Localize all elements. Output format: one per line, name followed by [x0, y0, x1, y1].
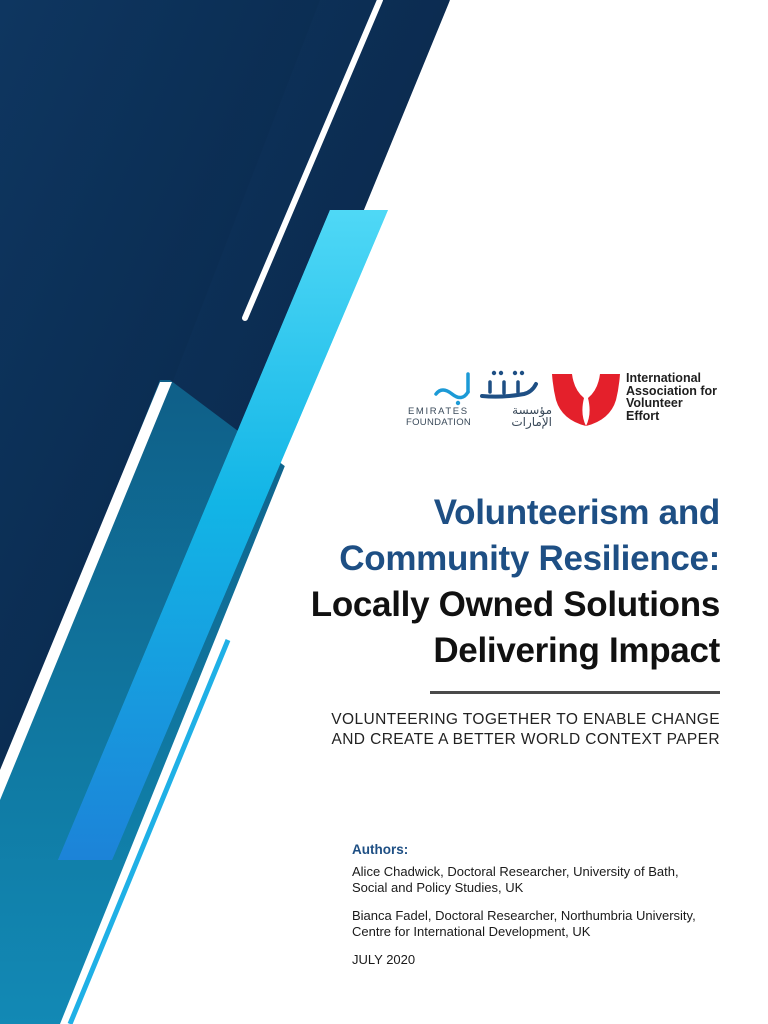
- report-title: [240, 490, 720, 674]
- authors-heading: Authors:: [352, 842, 409, 857]
- authors-section: [352, 842, 732, 968]
- emirates-foundation-name-en: EMIRATES FOUNDATION: [406, 406, 472, 428]
- author-entry: Bianca Fadel, Doctoral Researcher, Northumbria University, Centre for International Development, UK: [352, 908, 696, 939]
- title-divider: [430, 691, 720, 694]
- title-line-4: Delivering Impact: [433, 631, 720, 670]
- title-line-3: Locally Owned Solutions: [310, 585, 720, 624]
- title-line-1: Volunteerism and: [433, 493, 720, 532]
- logo-row: [400, 364, 730, 434]
- emirates-foundation-name-ar: مؤسسة الإمارات: [511, 403, 552, 429]
- author-entry: Alice Chadwick, Doctoral Researcher, University of Bath, Social and Policy Studies, UK: [352, 864, 679, 895]
- emirates-foundation-logo: [406, 364, 552, 434]
- iave-name: International Association for Volunteer Effort: [626, 371, 717, 423]
- publication-date: JULY 2020: [352, 952, 416, 967]
- iave-mark-icon: [550, 370, 622, 428]
- iave-logo: [550, 370, 730, 430]
- report-subtitle: VOLUNTEERING TOGETHER TO ENABLE CHANGE AND CREATE A BETTER WORLD CONTEXT PAPER: [331, 711, 720, 748]
- emirates-foundation-mark-icon: [432, 366, 550, 406]
- title-line-2: Community Resilience:: [339, 539, 720, 578]
